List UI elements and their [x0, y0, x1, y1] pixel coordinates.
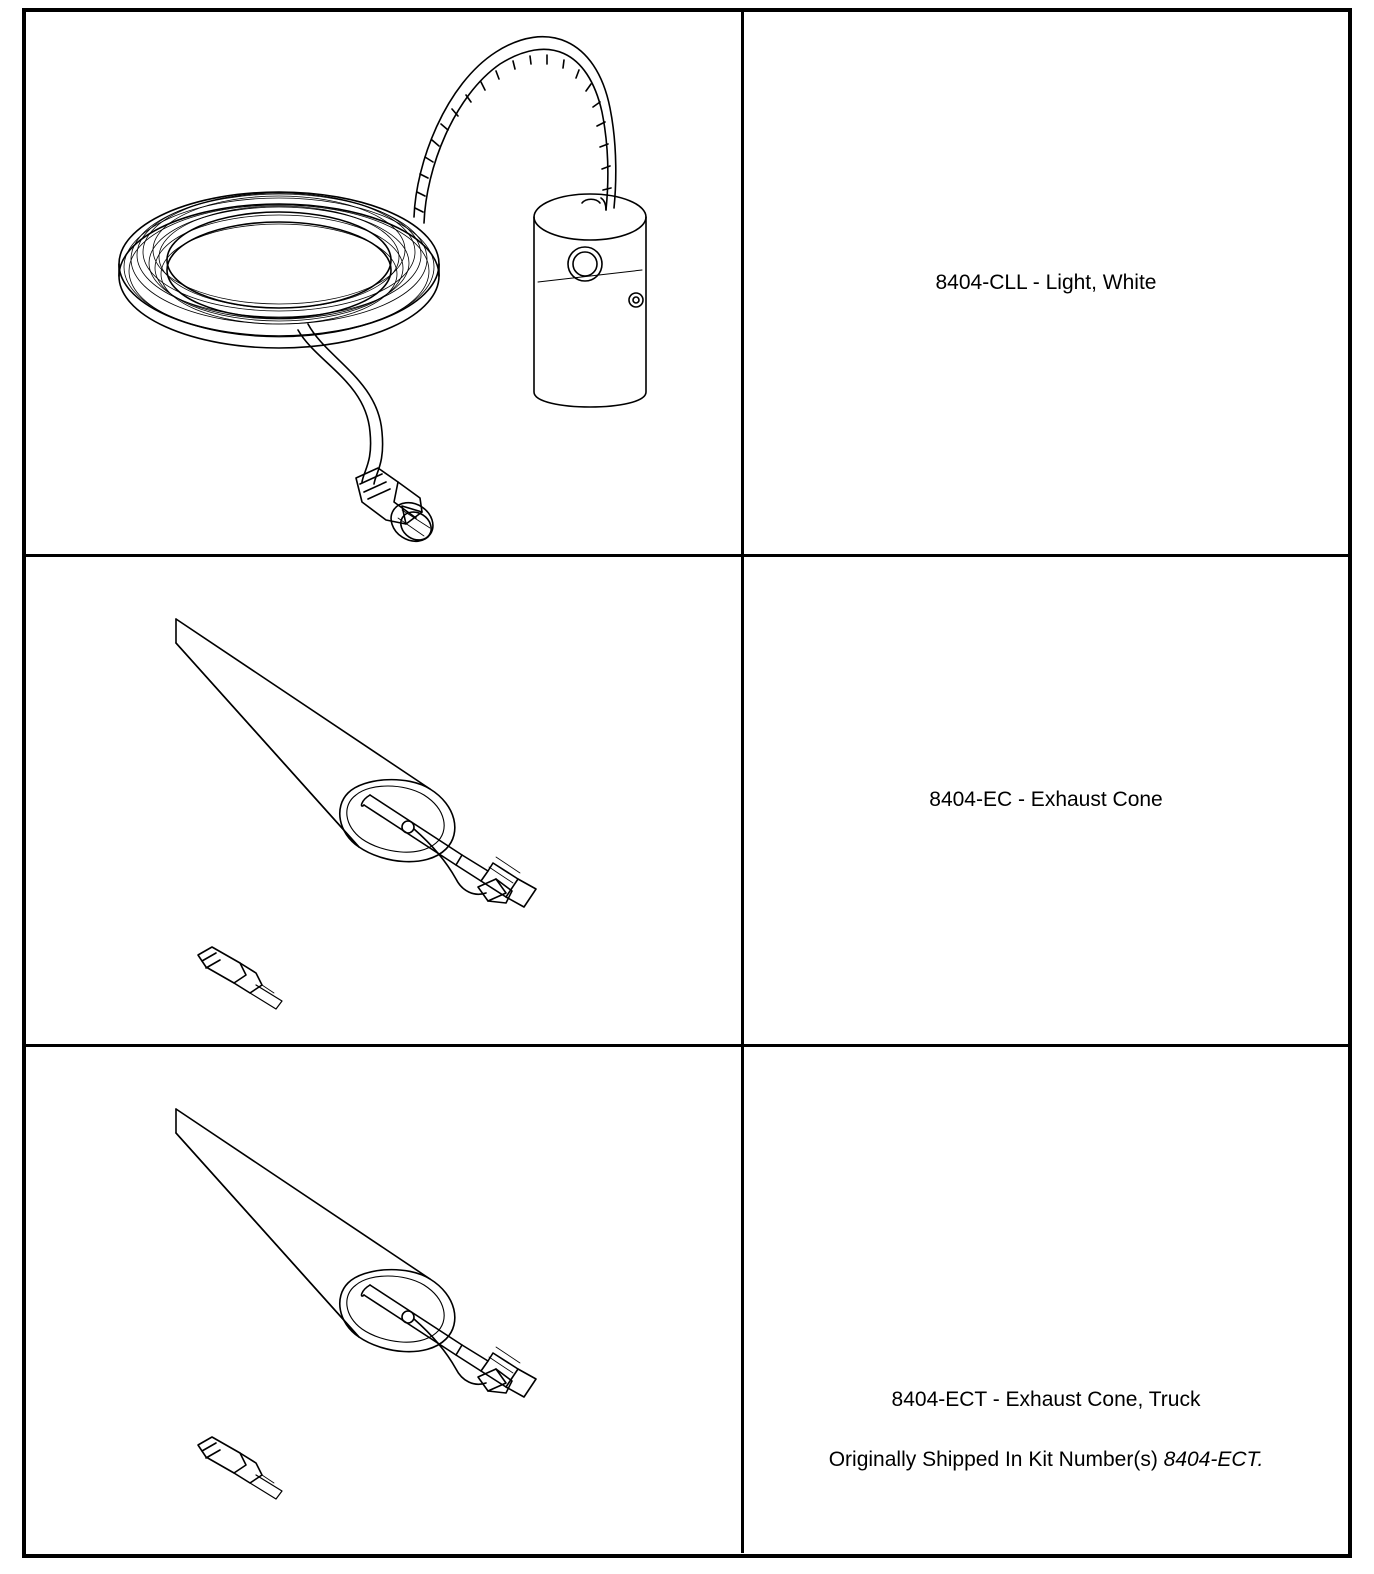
exhaust-cone-truck-illustration [26, 1047, 744, 1547]
part-description-line-2: Originally Shipped In Kit Number(s) [828, 1448, 1164, 1472]
part-description-text: 8404-CLL - Light, White [935, 270, 1157, 294]
light-assembly-with-coiled-cable-illustration [26, 12, 744, 551]
part-description-text [811, 1354, 1282, 1476]
part-description-cell [744, 557, 1348, 1044]
part-description-text: 8404-EC - Exhaust Cone [929, 788, 1163, 812]
part-description-cell [744, 1047, 1348, 1553]
part-image-cell [26, 1047, 744, 1553]
part-description-line-1: 8404-ECT - Exhaust Cone, Truck [891, 1387, 1201, 1411]
part-description-cell [744, 12, 1348, 554]
table-row [26, 557, 1348, 1047]
part-image-cell [26, 12, 744, 554]
parts-table [22, 8, 1352, 1558]
part-image-cell [26, 557, 744, 1044]
table-row [26, 1047, 1348, 1553]
exhaust-cone-illustration [26, 557, 744, 1041]
kit-number: 8404-ECT. [1163, 1448, 1264, 1472]
table-row [26, 12, 1348, 557]
